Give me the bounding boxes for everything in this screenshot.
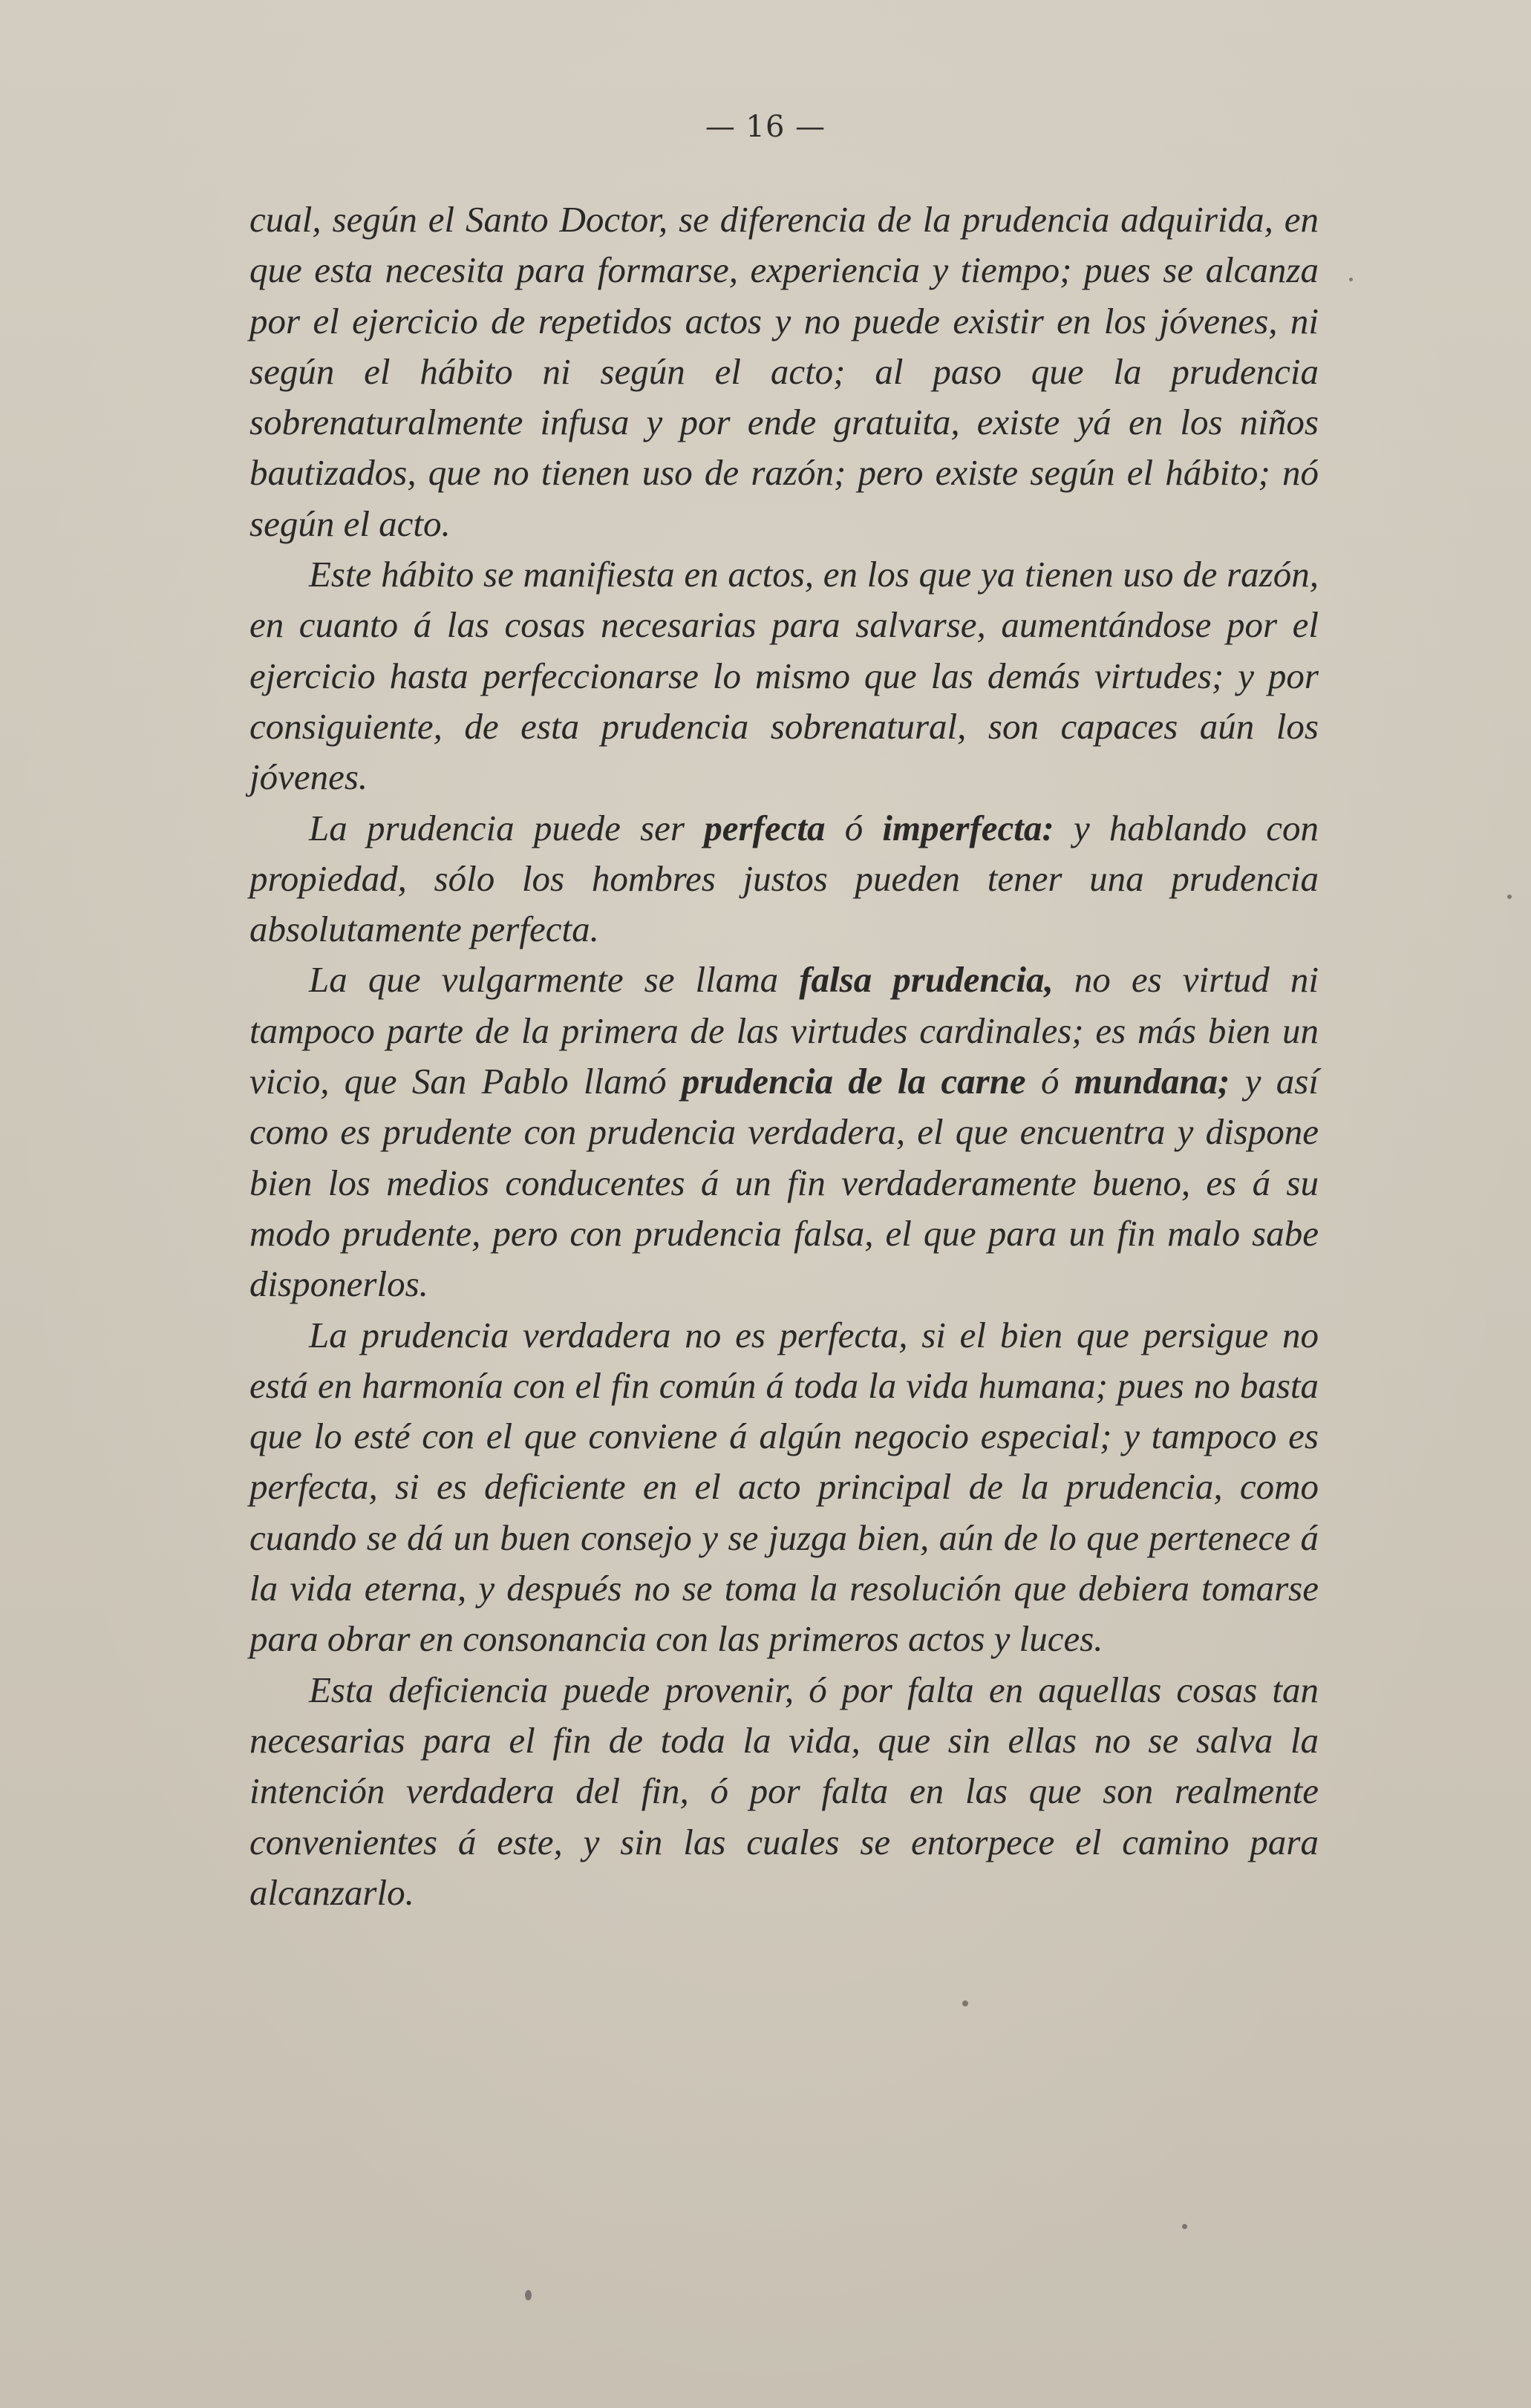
page-number: — 16 — <box>705 110 826 144</box>
paragraph <box>249 1665 1319 1918</box>
text-segment: La que vulgarmente se llama <box>309 959 800 1001</box>
text-segment: ó <box>825 807 883 848</box>
paragraph <box>249 194 1319 549</box>
text-segment: ó <box>1025 1061 1074 1102</box>
paper-speck <box>1182 2224 1187 2229</box>
text-segment: Esta deficiencia puede provenir, ó por falta en aquellas cosas tan necesarias para el fin de toda la vida, que sin ellas no se salva la intención verdadera del fin, ó por falta en las que son realmente convenientes á este, y sin las cuales se entorpece el camino para alcanzarlo. <box>249 1669 1319 1913</box>
bold-term: mundana; <box>1074 1061 1230 1102</box>
text-segment: y así como es prudente con prudencia verdadera, el que encuentra y dispone bien los medios conducentes á un fin verdaderamente bueno, es á su modo prudente, pero con prudencia falsa, el que para un fin malo sabe disponerlos. <box>249 1061 1319 1305</box>
paper-speck <box>1507 894 1512 899</box>
bold-term: perfecta <box>704 807 826 848</box>
paper-speck <box>1349 278 1353 281</box>
paper-speck <box>525 2290 532 2300</box>
paragraph <box>249 955 1319 1309</box>
paragraph <box>249 1310 1319 1665</box>
text-segment: cual, según el Santo Doctor, se diferencia de la prudencia adquirida, en que esta necesita para formarse, experiencia y tiempo; pues se alcanza por el ejercicio de repetidos actos y no puede existir en los jóvenes, ni según el hábito ni según el acto; al paso que la prudencia sobrenaturalmente infusa y por ende gratuita, existe yá en los niños bautizados, que no tienen uso de razón; pero existe según el hábito; nó según el acto. <box>249 199 1319 544</box>
paragraph <box>249 549 1319 802</box>
body-text <box>249 194 1319 1918</box>
bold-term: imperfecta: <box>882 807 1054 848</box>
text-segment: La prudencia puede ser <box>309 807 705 848</box>
text-segment: y hablando con propiedad, sólo los hombres justos pueden tener una prudencia absolutamente perfecta. <box>249 807 1319 950</box>
paper-speck <box>962 2000 968 2006</box>
text-segment: La prudencia verdadera no es perfecta, si el bien que persigue no está en harmonía con el fin común á toda la vida humana; pues no basta que lo esté con el que conviene á algún negocio especial; y tampoco es perfecta, si es deficiente en el acto principal de la prudencia, como cuando se dá un buen consejo y se juzga bien, aún de lo que pertenece á la vida eterna, y después no se toma la resolución que debiera tomarse para obrar en consonancia con las primeros actos y luces. <box>249 1314 1319 1660</box>
bold-term: falsa prudencia, <box>799 959 1054 1001</box>
text-segment: Este hábito se manifiesta en actos, en los que ya tienen uso de razón, en cuanto á las cosas necesarias para salvarse, aumentándose por el ejercicio hasta perfeccionarse lo mismo que las demás virtudes; y por consiguiente, de esta prudencia sobrenatural, son capaces aún los jóvenes. <box>249 554 1319 798</box>
bold-term: prudencia de la carne <box>681 1061 1026 1102</box>
paragraph <box>249 803 1319 955</box>
text-segment: no es virtud ni tampoco parte de la primera de las virtudes cardinales; es más bien un vicio, que San Pablo llamó <box>249 959 1319 1102</box>
